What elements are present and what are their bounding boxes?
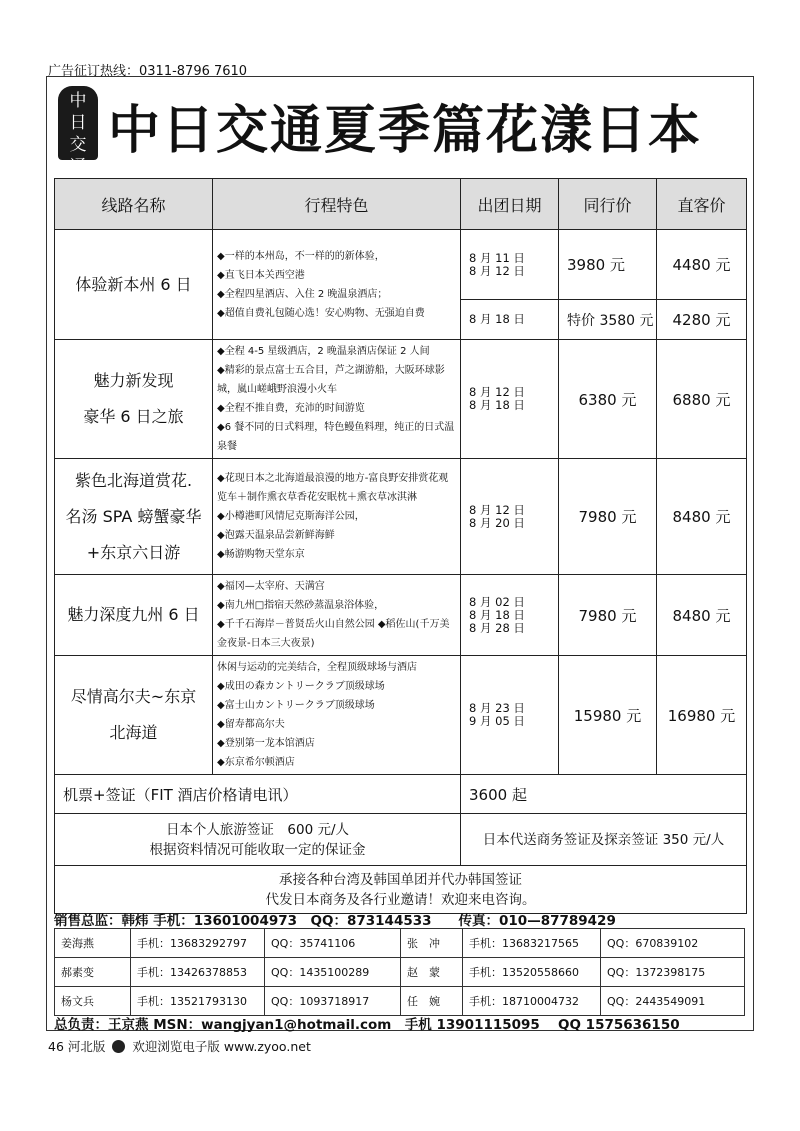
contact-phone: 手机：13426378853 [131, 958, 265, 987]
peer-price: 6380 元 [559, 340, 657, 459]
table-header-row [55, 179, 747, 230]
contact-phone: 手机：13520558660 [463, 958, 601, 987]
contact-qq: QQ：2443549091 [601, 987, 745, 1016]
page-number: 46 河北版 [48, 1039, 106, 1054]
footer-text: 欢迎浏览电子版 www.zyoo.net [132, 1039, 311, 1054]
banner-title: 中日交通夏季篇花漾日本 [108, 100, 703, 161]
contact-phone: 手机：13683217565 [463, 929, 601, 958]
departure-dates: 8 月 02 日 8 月 18 日 8 月 28 日 [461, 575, 559, 656]
header-dates: 出团日期 [461, 179, 559, 230]
peer-price: 3980 元 [559, 230, 657, 300]
route-name: 魅力深度九州 6 日 [55, 575, 213, 656]
route-features: 休闲与运动的完美结合，全程顶级球场与酒店 ◆成田の森カントリークラブ顶级球场 ◆富士山カントリークラブ顶级球场 ◆留寿都高尔夫 ◆登别第一龙本馆酒店 ◆东京希尔顿酒店 [213, 656, 461, 775]
table-row [55, 866, 747, 914]
route-table [54, 178, 747, 914]
contact-name: 张 冲 [401, 929, 463, 958]
contact-phone: 手机：13521793130 [131, 987, 265, 1016]
direct-price: 8480 元 [657, 459, 747, 575]
route-name: 体验新本州 6 日 [55, 230, 213, 340]
publisher-logo-icon [112, 1040, 125, 1053]
contact-qq: QQ：1435100289 [265, 958, 401, 987]
route-features: ◆花现日本之北海道最浪漫的地方-富良野安排赏花观览车＋制作熏衣草香花安眠枕＋熏衣草冰淇淋 ◆小樽港町风情尼克斯海洋公园， ◆泡露天温泉品尝新鲜海鲜 ◆畅游购物天堂东京 [213, 459, 461, 575]
departure-dates: 8 月 12 日 8 月 18 日 [461, 340, 559, 459]
visa-note-left: 日本个人旅游签证 600 元/人 根据资料情况可能收取一定的保证金 [55, 814, 461, 866]
direct-price: 8480 元 [657, 575, 747, 656]
direct-price: 6880 元 [657, 340, 747, 459]
contact-row [55, 987, 745, 1016]
page-footer [48, 1037, 311, 1055]
contact-qq: QQ：1372398175 [601, 958, 745, 987]
direct-price: 4280 元 [657, 300, 747, 340]
peer-price: 7980 元 [559, 459, 657, 575]
contact-name: 赵 蒙 [401, 958, 463, 987]
route-name: 尽情高尔夫~东京 北海道 [55, 656, 213, 775]
ticket-visa-price: 3600 起 [461, 775, 747, 814]
services-note: 承接各种台湾及韩国单团并代办韩国签证 代发日本商务及各行业邀请！欢迎来电咨询。 [55, 866, 747, 914]
table-row [55, 775, 747, 814]
departure-dates: 8 月 12 日 8 月 20 日 [461, 459, 559, 575]
visa-note-right: 日本代送商务签证及探亲签证 350 元/人 [461, 814, 747, 866]
direct-price: 16980 元 [657, 656, 747, 775]
route-name: 紫色北海道赏花. 名汤 SPA 螃蟹豪华 +东京六日游 [55, 459, 213, 575]
contact-name: 姜海燕 [55, 929, 131, 958]
ad-hotline: 广告征订热线：0311-8796 7610 [48, 64, 248, 79]
contact-name: 杨文兵 [55, 987, 131, 1016]
contact-phone: 手机：18710004732 [463, 987, 601, 1016]
contact-qq: QQ：1093718917 [265, 987, 401, 1016]
table-row [55, 340, 747, 459]
header-features: 行程特色 [213, 179, 461, 230]
contact-table [54, 928, 745, 1016]
table-row [55, 656, 747, 775]
header-direct-price: 直客价 [657, 179, 747, 230]
contact-name: 任 婉 [401, 987, 463, 1016]
contact-qq: QQ：670839102 [601, 929, 745, 958]
table-row [55, 814, 747, 866]
contact-row [55, 929, 745, 958]
route-features: ◆福冈—太宰府、天满宫 ◆南九州□指宿天然砂蒸温泉浴体验， ◆千千石海岸－普贤岳火山自然公园 ◆稻佐山(千万美金夜景-日本三大夜景) [213, 575, 461, 656]
departure-dates: 8 月 23 日 9 月 05 日 [461, 656, 559, 775]
contact-row [55, 958, 745, 987]
header-peer-price: 同行价 [559, 179, 657, 230]
table-row [55, 230, 747, 300]
direct-price: 4480 元 [657, 230, 747, 300]
contact-phone: 手机：13683292797 [131, 929, 265, 958]
company-logo: 中 日 交 通 [58, 86, 98, 160]
departure-dates: 8 月 18 日 [461, 300, 559, 340]
peer-price: 15980 元 [559, 656, 657, 775]
route-name: 魅力新发现 豪华 6 日之旅 [55, 340, 213, 459]
table-row [55, 459, 747, 575]
peer-price: 7980 元 [559, 575, 657, 656]
route-features: ◆一样的本州岛，不一样的的新体验， ◆直飞日本关西空港 ◆全程四星酒店、入住 2 晚温泉酒店； ◆超值自费礼包随心选！安心购物、无强迫自费 [213, 230, 461, 340]
contact-qq: QQ：35741106 [265, 929, 401, 958]
manager-line: 总负责：王京燕 MSN：wangjyan1@hotmail.com 手机 13901115095 QQ 1575636150 [54, 1017, 680, 1033]
table-row [55, 575, 747, 656]
header-route: 线路名称 [55, 179, 213, 230]
route-features: ◆全程 4-5 星级酒店，2 晚温泉酒店保证 2 人间 ◆精彩的景点富士五合目，芦之湖游船，大阪环球影城，嵐山嵯峨野浪漫小火车 ◆全程不推自费，充沛的时间游览 ◆6 餐不同的日式料理，特色鳗鱼料理，纯正的日式温泉餐 [213, 340, 461, 459]
sales-director-line: 销售总监：韩炜 手机：13601004973 QQ：873144533 传真：010—87789429 [54, 913, 616, 929]
departure-dates: 8 月 11 日 8 月 12 日 [461, 230, 559, 300]
contact-name: 郝素变 [55, 958, 131, 987]
ticket-visa-label: 机票+签证（FIT 酒店价格请电讯） [55, 775, 461, 814]
peer-price: 特价 3580 元 [559, 300, 657, 340]
